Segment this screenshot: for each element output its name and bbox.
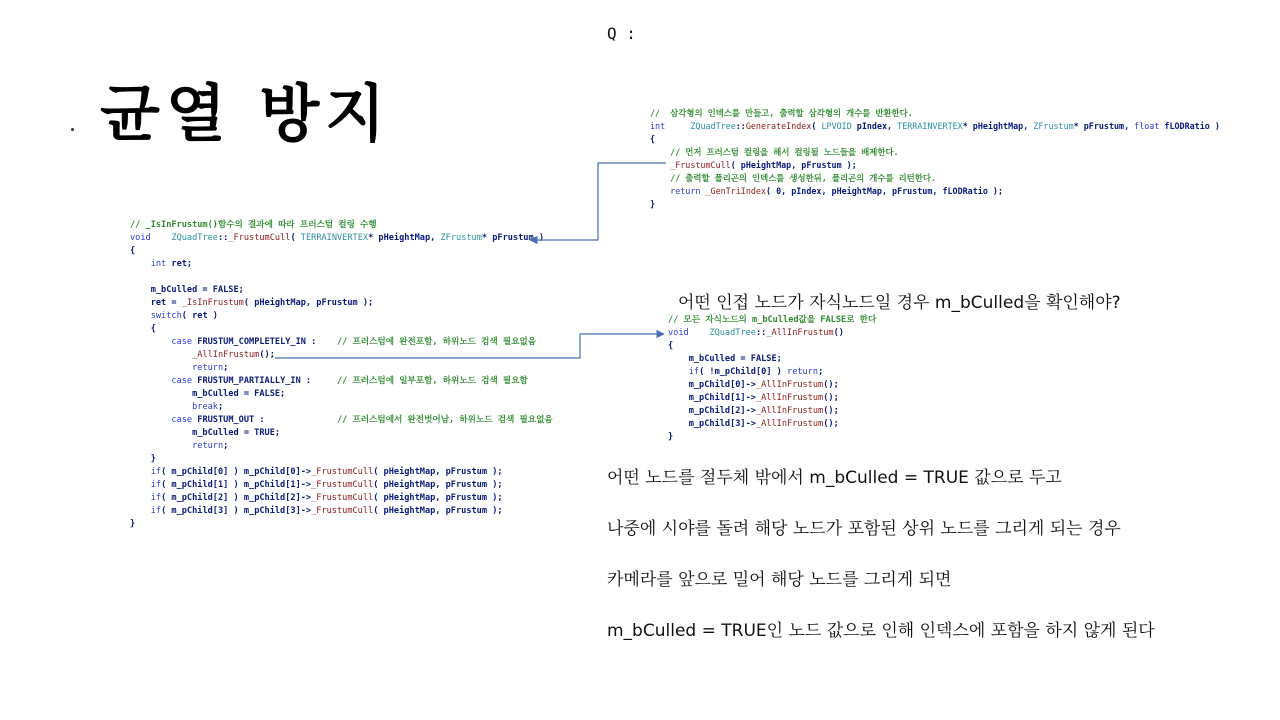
note-line-3: 카메라를 앞으로 밀어 해당 노드를 그리게 되면 xyxy=(607,570,952,590)
frustum-cull-line: _AllInFrustum(); xyxy=(192,350,275,360)
all-in-frustum-line: if( !m_pChild[0] ) return; xyxy=(688,367,824,377)
frustum-cull-line: { xyxy=(130,246,136,256)
generate-index-line: { xyxy=(650,134,656,144)
frustum-cull-line: switch( ret ) xyxy=(150,311,218,321)
frustum-cull-line: } xyxy=(130,519,136,529)
frustum-cull-line: ret = _IsInFrustum( pHeightMap, pFrustum ); xyxy=(130,298,374,308)
all-in-frustum-line: } xyxy=(668,432,674,442)
all-in-frustum-line: void ZQuadTree::_AllInFrustum() xyxy=(668,328,844,338)
frustum-cull-line: int ret; xyxy=(150,259,193,269)
generate-index-line: int ZQuadTree::GenerateIndex( LPVOID pIndex, TERRAINVERTEX* pHeightMap, ZFrustum* pFrustum, float fLODRatio ) xyxy=(650,121,1220,131)
frustum-cull-line: case FRUSTUM_OUT : // 프러스텀에서 완전벗어남, 하위노드 검색 필요없음 xyxy=(171,415,553,425)
generate-index-line: // 삼각형의 인덱스를 만들고, 출력할 삼각형의 개수를 반환한다. xyxy=(650,108,913,118)
all-in-frustum-line: m_bCulled = FALSE; xyxy=(668,354,782,364)
frustum-cull-line: m_bCulled = FALSE; xyxy=(130,285,244,295)
frustum-cull-line: m_bCulled = FALSE; xyxy=(130,389,286,399)
question-label: Q : xyxy=(607,24,636,43)
all-in-frustum-line: m_pChild[0]->_AllInFrustum(); xyxy=(668,380,839,390)
question-text: 어떤 인접 노드가 자식노드일 경우 m_bCulled을 확인해야? xyxy=(678,293,1121,313)
all-in-frustum-line: m_pChild[2]->_AllInFrustum(); xyxy=(668,406,839,416)
arrow-frustumcull-call xyxy=(530,163,666,240)
all-in-frustum-line: { xyxy=(668,341,674,351)
all-in-frustum-line: m_pChild[3]->_AllInFrustum(); xyxy=(668,419,839,429)
all-in-frustum-line: // 모든 자식노드의 m_bCulled값을 FALSE로 한다 xyxy=(668,315,877,325)
frustum-cull-line: return; xyxy=(192,441,229,451)
frustum-cull-line: case FRUSTUM_COMPLETELY_IN : // 프러스텀에 완전포함, 하위노드 검색 필요없음 xyxy=(171,337,537,347)
frustum-cull-line: { xyxy=(130,324,156,334)
frustum-cull-line: if( m_pChild[0] ) m_pChild[0]->_FrustumCull( pHeightMap, pFrustum ); xyxy=(150,467,503,477)
frustum-cull-line: void ZQuadTree::_FrustumCull( TERRAINVERTEX* pHeightMap, ZFrustum* pFrustum ) xyxy=(130,233,544,243)
slide-title: 균열 방지 xyxy=(100,77,392,150)
frustum-cull-line: if( m_pChild[1] ) m_pChild[1]->_FrustumCull( pHeightMap, pFrustum ); xyxy=(150,480,503,490)
frustum-cull-line: // _IsInFrustum()함수의 결과에 따라 프러스텀 컬링 수행 xyxy=(130,220,377,230)
generate-index-line: _FrustumCull( pHeightMap, pFrustum ); xyxy=(670,160,857,170)
frustum-cull-line: return; xyxy=(192,363,229,373)
generate-index-line: // 출력할 폴리곤의 인덱스를 생성한뒤, 폴리곤의 개수를 리턴한다. xyxy=(670,173,936,183)
note-line-1: 어떤 노드를 절두체 밖에서 m_bCulled = TRUE 값으로 두고 xyxy=(607,468,1062,488)
generate-index-line: return _GenTriIndex( 0, pIndex, pHeightMap, pFrustum, fLODRatio ); xyxy=(670,186,1003,196)
arrow-allinfrustum-call xyxy=(275,334,664,358)
generate-index-line: } xyxy=(650,199,656,209)
all-in-frustum-line: m_pChild[1]->_AllInFrustum(); xyxy=(668,393,839,403)
frustum-cull-line: case FRUSTUM_PARTIALLY_IN : // 프러스텀에 일부포함, 하위노드 검색 필요함 xyxy=(171,376,528,386)
frustum-cull-line: break; xyxy=(192,402,224,412)
note-line-2: 나중에 시야를 돌려 해당 노드가 포함된 상위 노드를 그리게 되는 경우 xyxy=(607,519,1121,539)
frustum-cull-line: } xyxy=(130,454,156,464)
generate-index-line: // 먼저 프러스텀 컬링을 해서 컬링될 노드들을 배제한다. xyxy=(670,147,899,157)
frustum-cull-line: if( m_pChild[2] ) m_pChild[2]->_FrustumCull( pHeightMap, pFrustum ); xyxy=(150,493,503,503)
frustum-cull-line: if( m_pChild[3] ) m_pChild[3]->_FrustumCull( pHeightMap, pFrustum ); xyxy=(150,506,503,516)
frustum-cull-line: m_bCulled = TRUE; xyxy=(130,428,281,438)
note-line-4: m_bCulled = TRUE인 노드 값으로 인해 인덱스에 포함을 하지 않게 된다 xyxy=(607,621,1155,641)
